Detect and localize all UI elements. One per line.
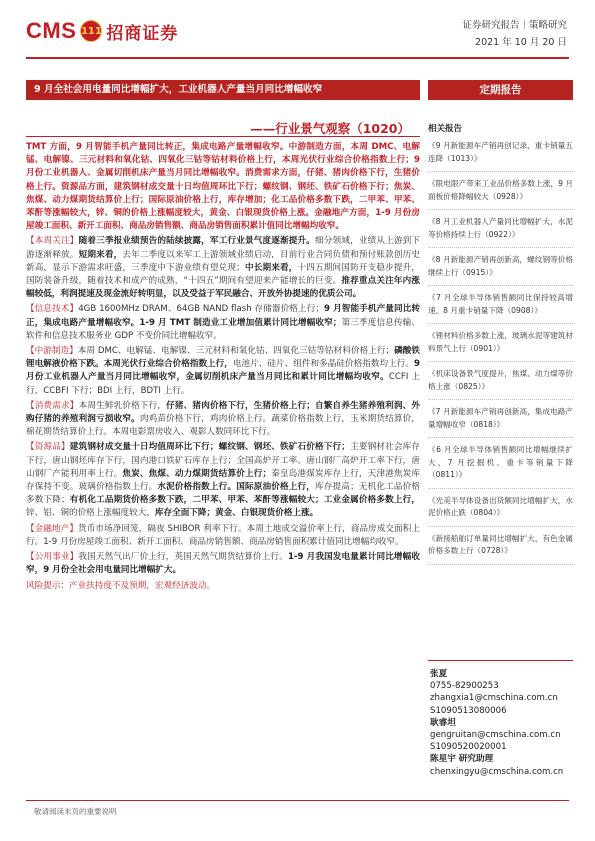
related-report-link[interactable]: 《新接船舶订单量同比增幅扩大，有色金属价格多数上行（0728）》 [428, 533, 573, 565]
logo-company-name: 招商证券 [106, 23, 179, 44]
summary-text: TMT 方面，9 月智能手机产量同比转正，集成电路产量增幅收窄。中游制造方面，本周 DMC、电解锰、电解镍、三元材料和氧化钴、四氧化三钴等钴材料价格上行，本周光伏行业综合价格指数上行；9 月份工业机器人、金属切削机床产量当月同比增幅收窄。消费需求方面，仔猪、猪肉价格下行，生猪价格上行。资源品方面，建筑钢材成交量十日均值周环比下行；螺纹钢、钢坯、铁矿石价格下行；焦炭、焦煤、动力煤期货结算价上行；国际原油价格上行，库存增加；化工品价格多数下跌，二甲苯、甲苯、苯酐等涨幅较大，锌、铜的价格上涨幅度较大，黄金、白银现货价格上涨。金融地产方面，1-9 月份房屋竣工面积、新开工面积、商品房销售额、商品房销售面积累计值同比增幅均收窄。 [26, 142, 420, 232]
bold-text: 磷酸铁锂电解液价格下跌。本周光伏行业综合价格指数上行， [26, 346, 420, 370]
related-report-link[interactable]: 《光美半导体设备出货额同比增幅扩大，水泥价格止跌（0804）》 [428, 495, 573, 527]
body-text: 我国天然气出厂价上行，英国天然气期货结算价上行。 [78, 552, 288, 563]
report-subtitle: ——行业景气观察（1020） [250, 121, 410, 136]
contact-divider [428, 660, 573, 661]
section-tag: 【公用事业】 [26, 552, 79, 563]
body-text: 秦皇岛港煤炭库存上行，天津港焦炭库存保持不变。玻璃价格指数上行。 [26, 468, 420, 493]
report-date: 2021 年 10 月 20 日 [475, 37, 567, 48]
analyst-name: 陈星宇 研究助理 [430, 754, 494, 765]
analyst-name: 张夏 [430, 669, 448, 679]
body-text: 去年二季度以来军工上游领域业绩启动，目前行业合同负债和预付账款创历史新高，显示下游需求旺盛，三季度中下游业绩有望兑现； [26, 249, 420, 273]
section-utilities [26, 551, 420, 577]
header-divider [26, 57, 569, 59]
related-report-link[interactable]: 《限电限产带来工业品价格多数上涨，9 月面板价格降幅较大（0928）》 [428, 178, 573, 210]
risk-warning: 风险提示：产业扶持度不及预期，宏观经济波动。 [26, 580, 216, 591]
related-report-link[interactable]: 《6 月全球半导体销售额同比增幅继续扩大，7 月挖掘机、重卡等销量下降（0811）》 [428, 444, 573, 489]
related-report-link[interactable]: 《8 月新能源产销再创新高，螺纹钢等价格继续上行（0915）》 [428, 254, 573, 286]
section-tag: 【金融地产】 [26, 523, 79, 534]
section-resources [26, 441, 420, 520]
section-weekly-focus [26, 235, 420, 301]
report-type-badge: 定期报告 [428, 80, 573, 100]
section-finance-realestate [26, 523, 420, 549]
footer-divider [26, 800, 569, 801]
body-text: 库存提高；无机化工品价格多数下降； [26, 482, 420, 506]
analyst-email[interactable]: zhangxia1@cmschina.com.cn [430, 693, 558, 704]
report-category: 证券研究报告｜策略研究 [462, 20, 567, 31]
body-text: 电池片、硅片、组件和多晶硅价格指数均上行。 [232, 359, 414, 370]
logo-badge-icon: 111 [80, 20, 102, 42]
analyst-contacts [430, 668, 570, 778]
section-tag: 【中游制造】 [26, 346, 78, 357]
related-report-link[interactable]: 《7 月全球半导体销售额同比保持较高增速，8 月重卡销量下降（0908）》 [428, 292, 573, 324]
report-title-banner: 9 月全社会用电量同比增幅扩大，工业机器人产量当月同比增幅收窄 [26, 80, 420, 100]
section-tag: 【信息技术】 [26, 304, 79, 315]
related-report-link[interactable]: 《9 月新能源车产销再创记录，重卡销量五连降（1013）》 [428, 140, 573, 172]
body-text: 主要钢材社会库存下行，唐山钢坯库存下行，国内港口铁矿石库存上行；全国高炉开工率、唐山钢厂高炉开工率下行，唐山钢厂产能利用率上行。 [26, 442, 420, 479]
related-report-link[interactable]: 《8 月工业机器人产量同比增幅扩大，水泥等价格持续上行（0922）》 [428, 216, 573, 248]
bold-text: 9 月份工业机器人产量当月同比增幅收窄，金属切削机床产量当月同比和累计同比增幅均收窄。 [26, 359, 420, 383]
section-consumer [26, 400, 420, 440]
body-text: 本周生鲜乳价格下行， [78, 400, 167, 411]
bold-text: 有机化工品期货价格多数下跌，二甲苯、甲苯、苯酐等涨幅较大；工业金属价格多数上行， [69, 495, 420, 506]
bold-text: 9 月智能手机产量同比转正，集成电路产量增幅收窄。1-9 月 TMT 制造业工业增加值累计同比增幅收窄； [26, 304, 420, 328]
bold-text: 水泥价格指数上行。国际原油价格上行， [157, 482, 316, 493]
bold-text: 1-9 月我国发电量累计同比增幅收窄，9 月份全社会用电量同比增幅扩大。 [26, 552, 420, 576]
analyst-name: 耿睿坦 [430, 717, 456, 728]
body-text: 本周 DMC、电解锰、电解镍、三元材料和氧化钴、四氧化三钴等钴材料价格上行； [77, 346, 395, 357]
subtitle-divider [26, 136, 420, 137]
section-tag: 【消费需求】 [26, 400, 79, 411]
body-text: 4GB 1600MHz DRAM、64GB NAND flash 存储器价格上行； [78, 304, 324, 315]
analyst-cert: S1090520020001 [430, 742, 507, 753]
analyst-phone: 0755-82900253 [430, 681, 499, 692]
body-text: 货币市场净回笼，隔夜 SHIBOR 利率下行。本周土地成交溢价率上行，商品房成交面积上行。1-9 月份房屋竣工面积、新开工面积、商品房销售额、商品房销售面积累计值同比增幅均收窄。 [26, 523, 420, 547]
company-logo [26, 18, 178, 44]
related-report-link[interactable]: 《机床设备景气度提升，焦煤、动力煤等价格上涨（0825）》 [428, 368, 573, 400]
section-info-tech [26, 303, 420, 343]
section-tag: 【资源品】 [26, 442, 70, 453]
body-text: CCFI 上行，CCBFI 下行；BDI 上行，BDTI 上行。 [26, 372, 420, 396]
bold-text: 推荐重点关注年内涨幅较低，利润提速及现金流好转明显，以及受益于军民融合、开放外协提速的优质公司。 [26, 276, 420, 300]
bold-text: 焦炭、焦煤、动力煤期货结算价上行； [122, 468, 272, 479]
bold-text: 仔猪、猪肉价格下行，生猪价格上行；自繁自养生猪养殖利润、外购仔猪的养殖利润亏损收窄。 [26, 400, 420, 425]
footer-disclaimer: 敬请阅读末页的重要说明 [34, 807, 117, 816]
body-text: 锌、铝、铜的价格上涨幅度较大， [26, 508, 155, 519]
bold-text: 建筑钢材成交量十日均值周环比下行；螺纹钢、钢坯、铁矿石价格下行； [69, 442, 350, 453]
header-meta [462, 17, 567, 51]
body-text: 十四五期间国防开支稳步提升，国防装备升级，随着技术和成产的成熟，“十四五”期间有望迎来产能增长的巨变。 [26, 262, 420, 287]
analyst-email[interactable]: gengruitan@cmschina.com.cn [430, 730, 561, 741]
body-text: 第三季度信息传输、软件和信息技术服务业 GDP 不变价同比增幅收窄。 [26, 317, 420, 341]
related-report-link[interactable]: 《7 月新能源车产销再创新高，集成电路产量增幅收窄（0818）》 [428, 406, 573, 438]
body-text: 肉鸡苗价格下行，鸡肉价格上行。蔬菜价格指数上行，玉米期货结算价，棉花期货结算价上行。本周电影票房收入、观影人数同环比下行。 [26, 414, 420, 438]
logo-text: CMS [26, 18, 77, 43]
section-midstream [26, 345, 420, 398]
sidebar [428, 80, 573, 565]
bold-text: 中长期来看， [244, 262, 298, 273]
related-reports-title: 相关报告 [428, 124, 463, 134]
highlight-text: 随着三季报业绩预告的陆续披露，军工行业景气度逐渐提升。 [78, 236, 316, 247]
summary-paragraph [26, 141, 420, 233]
related-report-link[interactable]: 《锂材料价格多数上涨，玻璃水泥等建筑材料景气上行（0901）》 [428, 330, 573, 362]
bold-text: 短期来看， [78, 249, 123, 260]
main-content [26, 141, 420, 595]
related-reports-list [428, 140, 573, 565]
page-header [0, 0, 595, 60]
body-text: 细分领域，业绩从上游到下游逐渐释放。 [26, 236, 420, 260]
section-tag: 【本周关注】 [26, 236, 79, 247]
bold-text: 库存全面下降；黄金、白银现货价格上涨。 [154, 508, 319, 519]
analyst-cert: S1090513080006 [430, 705, 507, 716]
analyst-email[interactable]: chenxingyu@cmschina.com.cn [430, 766, 564, 777]
